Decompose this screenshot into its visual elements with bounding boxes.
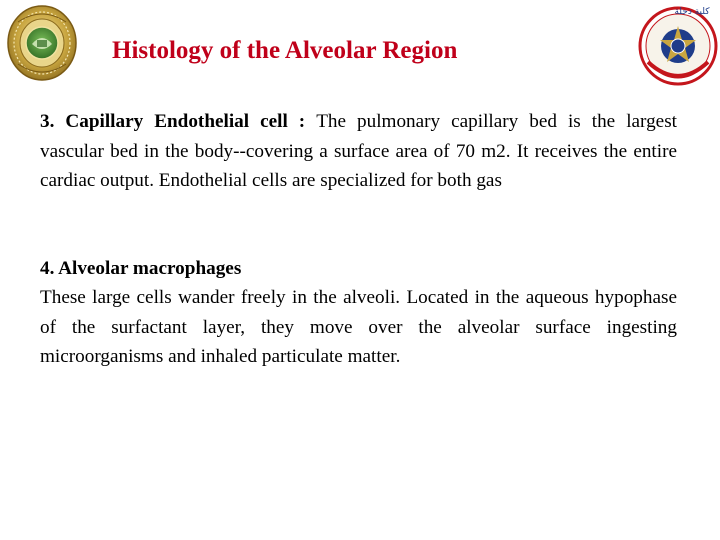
section-4-body: These large cells wander freely in the alveoli. Located in the aqueous hypophase of the surfactant layer, they move over the alveolar surface ingesting microorganisms and inhaled particulate matter. — [40, 287, 677, 367]
slide-content — [40, 107, 677, 372]
college-emblem-icon — [634, 2, 718, 86]
section-4-paragraph — [40, 254, 677, 372]
section-3-paragraph — [40, 107, 677, 196]
university-seal-icon — [6, 4, 78, 82]
section-4-heading: 4. Alveolar macrophages — [40, 257, 242, 279]
section-3-heading: 3. Capillary Endothelial cell : — [40, 111, 317, 132]
slide-title: Histology of the Alveolar Region — [112, 37, 458, 64]
emblem-arabic-text: كلية دجلة — [674, 7, 710, 17]
section-3-body: The pulmonary capillary bed is the largest vascular bed in the body--covering a surface area of 70 m2. It receives the entire cardiac output. Endothelial cells are specialized for both gas — [40, 111, 677, 191]
